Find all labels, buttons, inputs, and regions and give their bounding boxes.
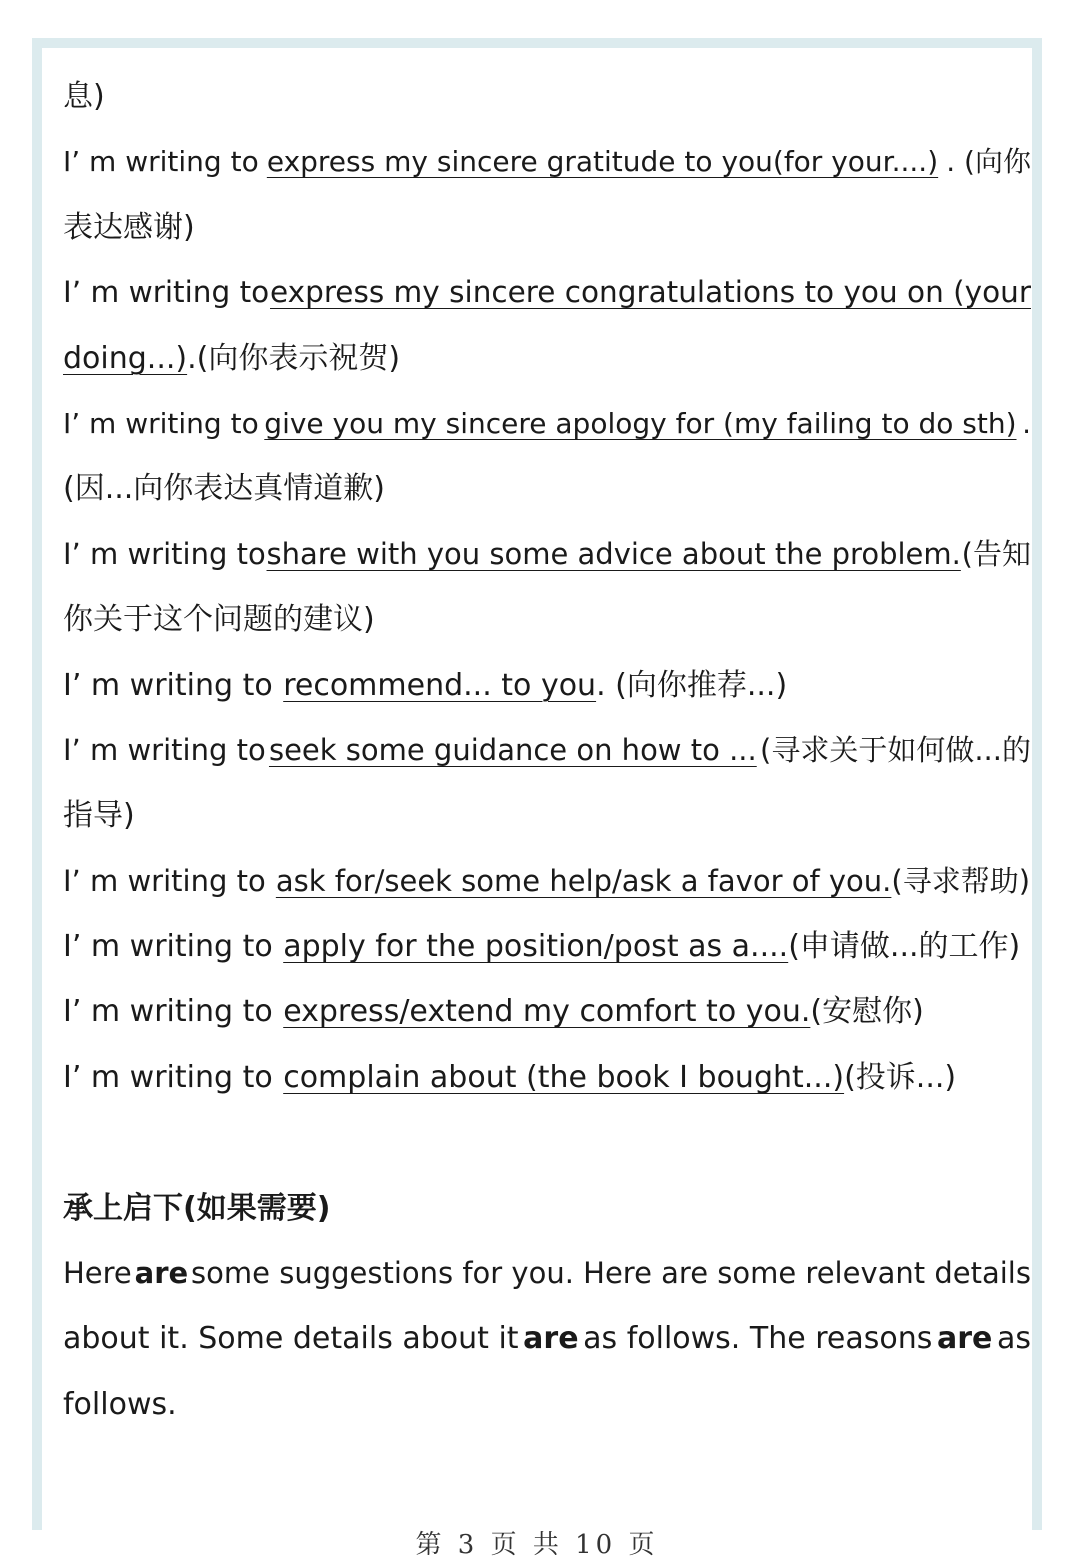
- text-line: [63, 783, 1031, 848]
- continued-text: 息): [63, 79, 105, 114]
- sentence-prefix: I’ m writing to: [63, 1059, 273, 1095]
- word: Here: [63, 1256, 132, 1291]
- text-run: some suggestions for you. Here are some relevant details: [191, 1256, 1031, 1291]
- sentence-prefix: I’ m writing to: [63, 667, 273, 703]
- sentence-tail: (安慰你): [810, 994, 924, 1030]
- sentence-apology: [63, 391, 1031, 456]
- text-line: [63, 326, 1031, 391]
- sentence-advice: [63, 522, 1031, 587]
- sentence-tail: (申请做...的工作): [788, 929, 1021, 965]
- paragraph-line: [63, 1241, 1031, 1306]
- sentence-guidance: [63, 718, 1031, 783]
- sentence-help: [63, 849, 1031, 914]
- key-phrase: recommend... to you: [283, 667, 597, 703]
- paragraph-line: [63, 1372, 1031, 1437]
- bold-word: are: [134, 1256, 189, 1291]
- sentence-congratulations: [63, 260, 1031, 325]
- translation: 表达感谢): [63, 209, 195, 245]
- blank-line: [63, 1110, 1031, 1175]
- sentence-tail: (投诉...): [844, 1059, 957, 1095]
- translation: 你关于这个问题的建议): [63, 602, 375, 638]
- sentence-gratitude: [63, 129, 1031, 194]
- sentence-tail: (寻求关于如何做...的: [760, 732, 1031, 767]
- current-page-number: 3: [457, 1530, 479, 1560]
- sentence-prefix: I’ m writing to: [63, 406, 259, 440]
- key-phrase: express my sincere congratulations to you on (your: [270, 275, 1031, 310]
- footer-label: 第: [415, 1530, 446, 1560]
- sentence-tail: (告知: [961, 536, 1031, 571]
- translation: (因...向你表达真情道歉): [63, 471, 386, 507]
- footer-label: 页: [628, 1530, 659, 1560]
- key-phrase: express/extend my comfort to you.: [283, 994, 811, 1030]
- key-phrase: doing...): [63, 340, 188, 376]
- text-line: [63, 195, 1031, 260]
- sentence-prefix: I’ m writing to: [63, 863, 266, 898]
- key-phrase: seek some guidance on how to ...: [268, 732, 757, 767]
- sentence-apply: [63, 914, 1031, 979]
- key-phrase: express my sincere gratitude to you(for your....): [266, 145, 939, 179]
- sentence-prefix: I’ m writing to: [63, 275, 270, 310]
- key-phrase: share with you some advice about the problem.: [266, 536, 961, 571]
- translation: 指导): [63, 798, 135, 834]
- key-phrase: give you my sincere apology for (my failing to do sth): [264, 406, 1017, 440]
- bold-word: are: [936, 1321, 993, 1357]
- sentence-comfort: [63, 979, 1031, 1044]
- section-heading: [63, 1176, 1031, 1241]
- key-phrase: apply for the position/post as a....: [283, 929, 789, 965]
- text-run: about it. Some details about it: [63, 1321, 519, 1357]
- bold-word: are: [523, 1321, 579, 1357]
- sentence-tail: (寻求帮助): [891, 863, 1031, 898]
- document-page: [42, 48, 1032, 1560]
- key-phrase: complain about (the book I bought...): [283, 1059, 845, 1095]
- sentence-complain: [63, 1045, 1031, 1110]
- text-run: follows.: [63, 1386, 177, 1422]
- sentence-prefix: I’ m writing to: [63, 929, 273, 965]
- word: as: [996, 1321, 1031, 1357]
- sentence-prefix: I’ m writing to: [63, 145, 259, 179]
- text-line: [63, 587, 1031, 652]
- total-pages-number: 10: [575, 1530, 617, 1560]
- sentence-recommend: [63, 653, 1031, 718]
- sentence-tail: . (向你推荐...): [596, 667, 788, 703]
- sentence-prefix: I’ m writing to: [63, 994, 273, 1030]
- sentence-tail: . (向你: [946, 145, 1031, 179]
- document-content: [63, 64, 1031, 1437]
- sentence-prefix: I’ m writing to: [63, 732, 266, 767]
- footer-label: 共: [532, 1530, 563, 1560]
- text-line: [63, 64, 1031, 129]
- text-run: as follows. The reasons: [583, 1321, 933, 1357]
- sentence-prefix: I’ m writing to: [63, 536, 266, 571]
- paragraph-line: [63, 1306, 1031, 1371]
- translation: .(向你表示祝贺): [187, 340, 401, 376]
- page-border: [32, 38, 1042, 1560]
- footer-label: 页: [490, 1530, 521, 1560]
- sentence-tail: .: [1022, 406, 1031, 440]
- text-line: [63, 456, 1031, 521]
- key-phrase: ask for/seek some help/ask a favor of you.: [275, 863, 892, 898]
- heading-text: 承上启下(如果需要): [63, 1190, 331, 1226]
